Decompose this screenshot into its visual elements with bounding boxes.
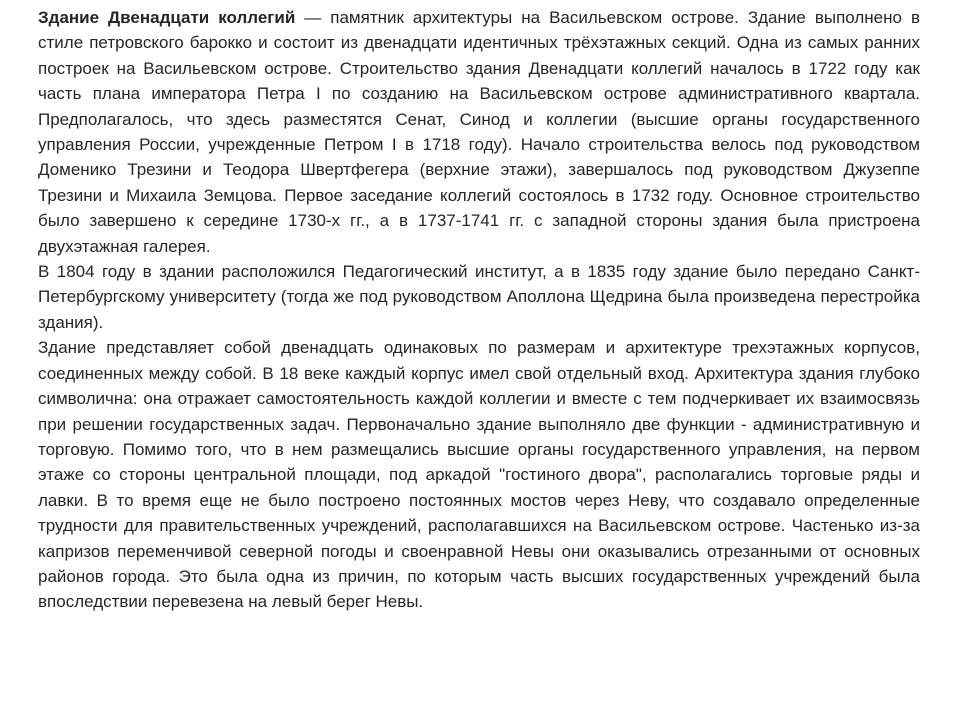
paragraph-2: В 1804 году в здании расположился Педагогический институт, а в 1835 году здание было передано Санкт-Петербургскому университету (тогда же под руководством Аполлона Щедрина была произведена перестройка здания).: [38, 262, 920, 332]
article-text: [38, 5, 920, 615]
paragraph-1: [38, 5, 920, 259]
paragraph-3: Здание представляет собой двенадцать одинаковых по размерам и архитектуре трехэтажных корпусов, соединенных между собой. В 18 веке каждый корпус имел свой отдельный вход. Архитектура здания глубоко символична: она отражает самостоятельность каждой коллегии и вместе с тем подчеркивает их взаимосвязь при решении государственных задач. Первоначально здание выполняло две функции - административную и торговую. Помимо того, что в нем размещались высшие органы государственного управления, на первом этаже со стороны центральной площади, под аркадой "гостиного двора", располагались торговые ряды и лавки. В то время еще не было построено постоянных мостов через Неву, что создавало определенные трудности для правительственных учреждений, располагавшихся на Васильевском острове. Частенько из-за капризов переменчивой северной погоды и своенравной Невы они оказывались отрезанными от основных районов города. Это была одна из причин, по которым часть высших государственных учреждений была впоследствии перевезена на левый берег Невы.: [38, 338, 920, 612]
paragraph-1-body: — памятник архитектуры на Васильевском острове. Здание выполнено в стиле петровского барокко и состоит из двенадцати идентичных трёхэтажных секций. Одна из самых ранних построек на Васильевском острове. Строительство здания Двенадцати коллегий началось в 1722 году как часть плана императора Петра I по созданию на Васильевском острове административного квартала. Предполагалось, что здесь разместятся Сенат, Синод и коллегии (высшие органы государственного управления России, учрежденные Петром I в 1718 году). Начало строительства велось под руководством Доменико Трезини и Теодора Швертфегера (верхние этажи), завершалось под руководством Джузеппе Трезини и Михаила Земцова. Первое заседание коллегий состоялось в 1732 году. Основное строительство было завершено к середине 1730-х гг., а в 1737-1741 гг. с западной стороны здания была пристроена двухэтажная галерея.: [38, 8, 920, 256]
article-title: Здание Двенадцати коллегий: [38, 8, 296, 27]
